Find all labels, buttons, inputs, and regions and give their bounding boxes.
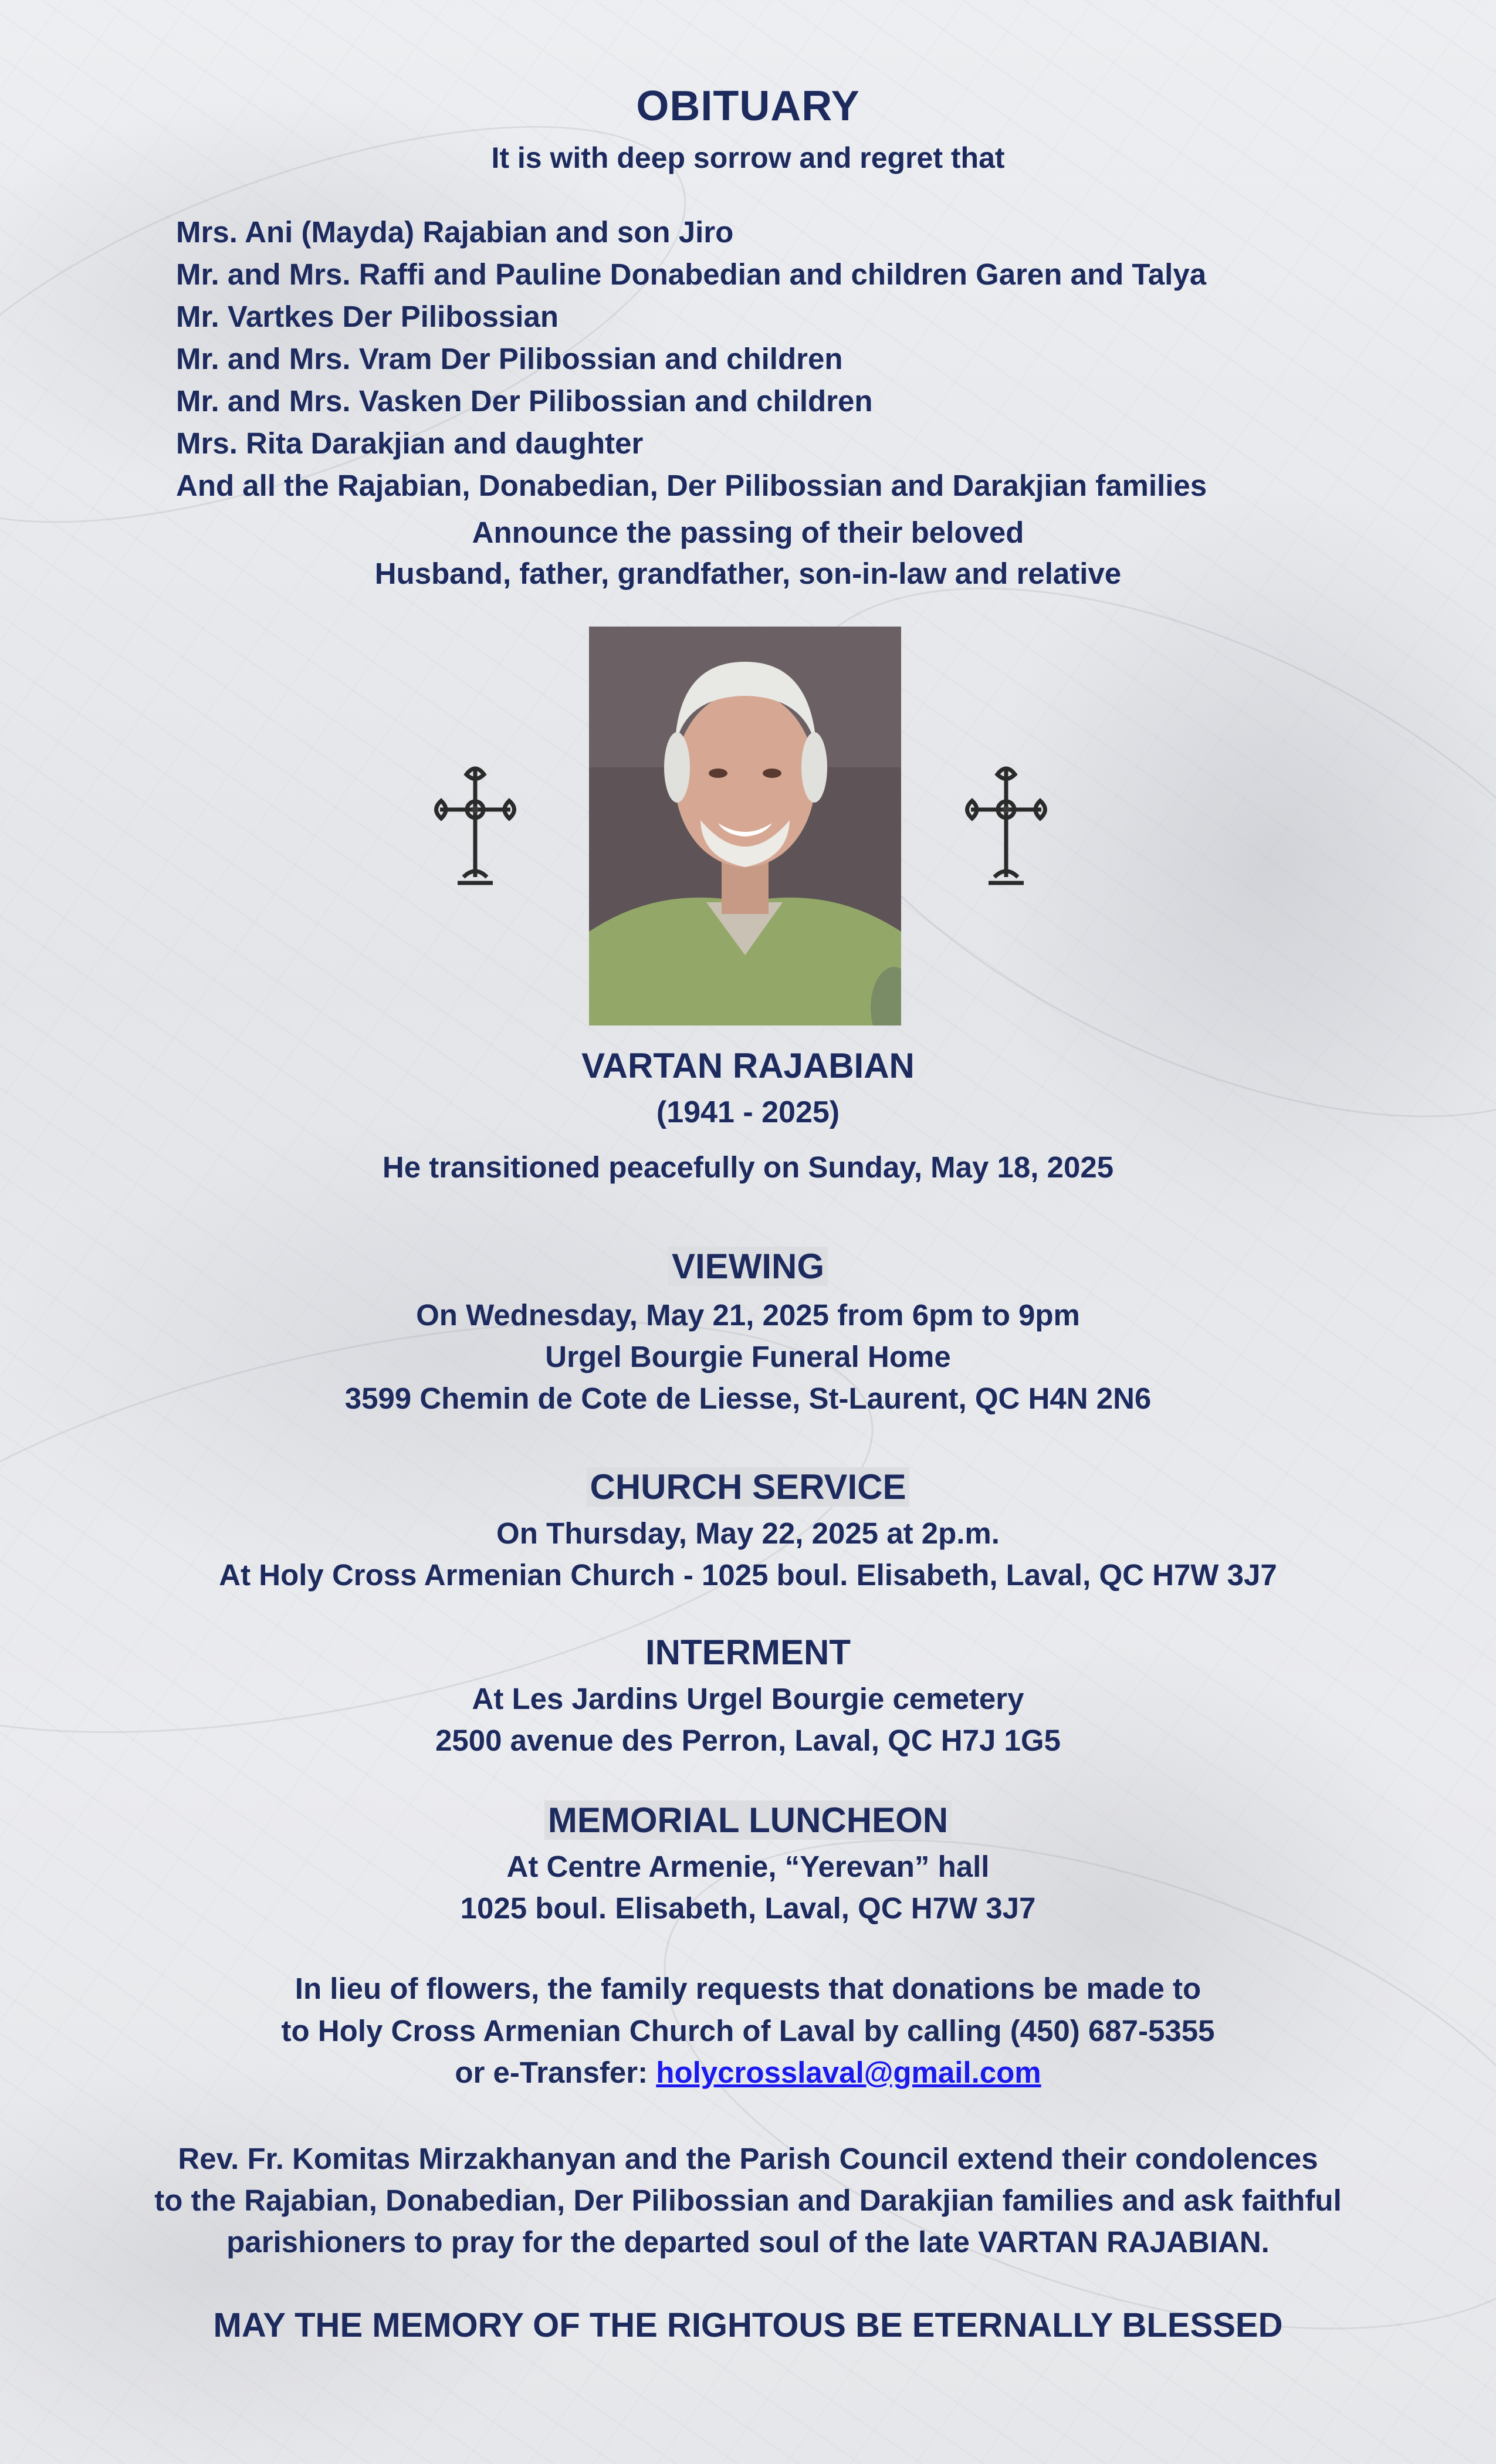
donations-line: In lieu of flowers, the family requests that donations be made to — [295, 1972, 1201, 2005]
family-member: Mrs. Ani (Mayda) Rajabian and son Jiro — [176, 215, 734, 249]
interment-heading: INTERMENT — [645, 1633, 851, 1672]
closing-blessing: MAY THE MEMORY OF THE RIGHTOUS BE ETERNALLY BLESSED — [213, 2306, 1283, 2344]
family-member: Mr. and Mrs. Vram Der Pilibossian and children — [176, 342, 843, 375]
family-member: And all the Rajabian, Donabedian, Der Pilibossian and Darakjian families — [176, 469, 1207, 502]
family-member: Mr. and Mrs. Vasken Der Pilibossian and children — [176, 384, 873, 418]
viewing-heading-text: VIEWING — [668, 1247, 828, 1286]
condolences-line: parishioners to pray for the departed soul of the late VARTAN RAJABIAN. — [226, 2225, 1270, 2259]
transition-date: He transitioned peacefully on Sunday, May 18, 2025 — [382, 1150, 1114, 1184]
donations-prefix: or e-Transfer: — [455, 2056, 656, 2089]
armenian-cross-icon — [965, 763, 1047, 889]
donation-email-link[interactable]: holycrosslaval@gmail.com — [656, 2056, 1041, 2089]
luncheon-heading — [0, 1800, 1496, 1840]
intro-text: It is with deep sorrow and regret that — [491, 141, 1005, 174]
church-service-heading — [0, 1467, 1496, 1507]
armenian-cross-icon — [434, 763, 516, 889]
family-member: Mr. and Mrs. Raffi and Pauline Donabedian and children Garen and Talya — [176, 258, 1207, 291]
luncheon-heading-text: MEMORIAL LUNCHEON — [544, 1800, 952, 1840]
family-list — [176, 211, 1207, 507]
condolences-line: to the Rajabian, Donabedian, Der Pilibossian and Darakjian families and ask faithful — [154, 2184, 1342, 2217]
announcement-line: Announce the passing of their beloved — [472, 516, 1024, 549]
luncheon-address: 1025 boul. Elisabeth, Laval, QC H7W 3J7 — [460, 1891, 1036, 1925]
church-service-date: On Thursday, May 22, 2025 at 2p.m. — [496, 1517, 1000, 1550]
deceased-years: (1941 - 2025) — [656, 1095, 840, 1129]
deceased-name: VARTAN RAJABIAN — [581, 1046, 915, 1085]
viewing-address: 3599 Chemin de Cote de Liesse, St-Laurent, QC H4N 2N6 — [344, 1382, 1152, 1415]
interment-place: At Les Jardins Urgel Bourgie cemetery — [472, 1682, 1024, 1715]
church-service-heading-text: CHURCH SERVICE — [587, 1467, 910, 1507]
page-title: OBITUARY — [636, 83, 860, 130]
church-service-place: At Holy Cross Armenian Church - 1025 boul. Elisabeth, Laval, QC H7W 3J7 — [219, 1558, 1277, 1592]
family-member: Mr. Vartkes Der Pilibossian — [176, 300, 559, 333]
viewing-place: Urgel Bourgie Funeral Home — [545, 1340, 951, 1373]
condolences-line: Rev. Fr. Komitas Mirzakhanyan and the Parish Council extend their condolences — [178, 2142, 1318, 2175]
interment-address: 2500 avenue des Perron, Laval, QC H7J 1G5 — [435, 1724, 1061, 1757]
announcement-line: Husband, father, grandfather, son-in-law and relative — [374, 557, 1122, 590]
viewing-date: On Wednesday, May 21, 2025 from 6pm to 9pm — [416, 1298, 1080, 1332]
family-member: Mrs. Rita Darakjian and daughter — [176, 427, 644, 460]
luncheon-place: At Centre Armenie, “Yerevan” hall — [506, 1850, 990, 1883]
donations-email-line — [0, 2055, 1496, 2090]
viewing-heading — [0, 1246, 1496, 1287]
portrait-photo — [589, 627, 901, 1025]
donations-line: to Holy Cross Armenian Church of Laval by calling (450) 687-5355 — [281, 2014, 1215, 2047]
